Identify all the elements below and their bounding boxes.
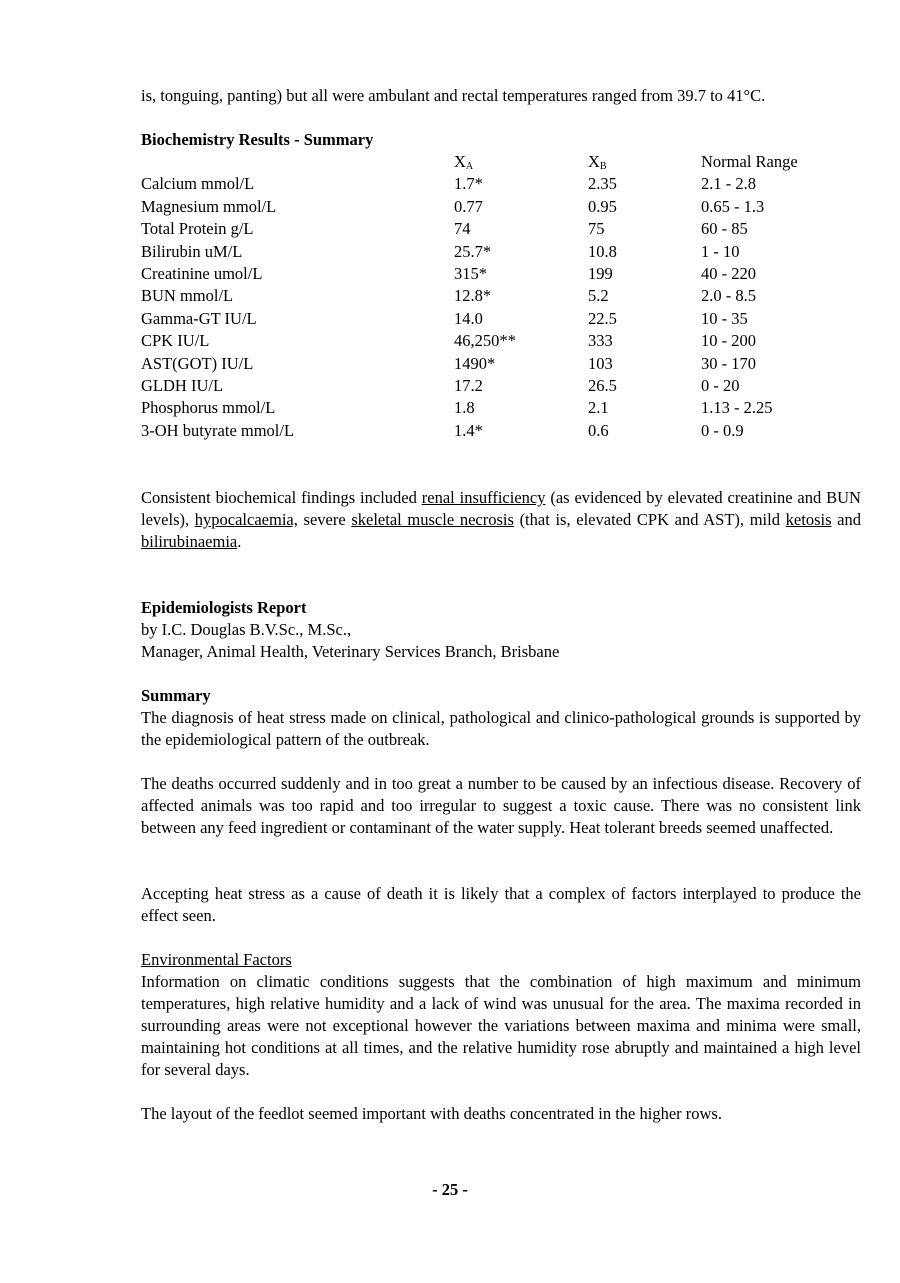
- page-number: - 25 -: [432, 1180, 468, 1199]
- parameter-cell: AST(GOT) IU/L: [141, 353, 254, 373]
- normal-range-cell: 10 - 35: [701, 308, 748, 328]
- xa-value-cell: 1490*: [454, 353, 496, 373]
- intro-line: is, tonguing, panting) but all were ambulant and rectal temperatures ranged from 39.7 to 41°C.: [141, 86, 766, 105]
- bilirubinaemia-term: bilirubinaemia: [141, 532, 238, 551]
- xa-value-cell: 315*: [454, 263, 487, 283]
- table-header-row: [141, 151, 861, 173]
- xa-value-cell: 12.8*: [454, 286, 492, 306]
- xb-value-cell: 5.2: [588, 286, 609, 306]
- hypocalcaemia-term: hypocalcaemia,: [194, 510, 298, 529]
- table-row: [141, 241, 861, 263]
- report-title: Epidemiologists Report: [141, 598, 307, 617]
- xa-value-cell: 46,250**: [454, 331, 516, 351]
- summary-paragraph-2: The deaths occurred suddenly and in too great a number to be caused by an infectious disease. Recovery of affected animals was too rapid and too irregular to suggest a toxic cause. There was no consistent link between any feed ingredient or contaminant of the water supply. Heat tolerant breeds seemed unaffected.: [141, 774, 861, 837]
- normal-range-cell: 40 - 220: [701, 263, 756, 283]
- table-row: [141, 308, 861, 330]
- normal-range-cell: 1.13 - 2.25: [701, 398, 773, 418]
- table-row: [141, 218, 861, 240]
- parameter-header: [141, 151, 454, 173]
- skeletal-muscle-necrosis-term: skeletal muscle necrosis: [351, 510, 514, 529]
- table-row: [141, 420, 861, 442]
- parameter-cell: Phosphorus mmol/L: [141, 398, 276, 418]
- environmental-paragraph-2: The layout of the feedlot seemed important with deaths concentrated in the higher rows.: [141, 1104, 722, 1123]
- biochemistry-table: [141, 151, 861, 442]
- normal-range-cell: 2.1 - 2.8: [701, 174, 756, 194]
- xb-value-cell: 103: [588, 353, 613, 373]
- table-row: [141, 285, 861, 307]
- xa-value-cell: 25.7*: [454, 241, 492, 261]
- table-row: [141, 196, 861, 218]
- xa-column-header: $X_A$: [454, 152, 474, 172]
- environmental-heading: Environmental Factors: [141, 950, 292, 969]
- table-row: [141, 375, 861, 397]
- xa-value-cell: 14.0: [454, 308, 483, 328]
- parameter-cell: Calcium mmol/L: [141, 174, 255, 194]
- table-row: [141, 263, 861, 285]
- renal-insufficiency-term: renal insufficiency: [421, 488, 546, 507]
- table-row: [141, 353, 861, 375]
- xb-value-cell: 199: [588, 263, 613, 283]
- xb-value-cell: 75: [588, 219, 605, 239]
- xb-value-cell: 0.95: [588, 196, 617, 216]
- parameter-cell: Gamma-GT IU/L: [141, 308, 257, 328]
- parameter-cell: Bilirubin uM/L: [141, 241, 243, 261]
- xb-value-cell: 333: [588, 331, 613, 351]
- normal-range-cell: 0 - 20: [701, 375, 740, 395]
- xa-value-cell: 1.7*: [454, 174, 483, 194]
- summary-paragraph-3: Accepting heat stress as a cause of death it is likely that a complex of factors interplayed to produce the effect seen.: [141, 884, 861, 925]
- environmental-paragraph-1: Information on climatic conditions suggests that the combination of high maximum and minimum temperatures, high relative humidity and a lack of wind was unusual for the area. The maxima recorded in surrounding areas were not exceptional however the variations between maxima and minima were small, maintaining hot conditions at all times, and the relative humidity rose abruptly and maintained a high level for several days.: [141, 972, 861, 1079]
- xa-value-cell: 17.2: [454, 375, 483, 395]
- xb-value-cell: 2.35: [588, 174, 617, 194]
- normal-range-cell: 0 - 0.9: [701, 420, 744, 440]
- report-byline: by I.C. Douglas B.V.Sc., M.Sc.,: [141, 620, 352, 639]
- findings-paragraph: Consistent biochemical findings included renal insufficiency (as evidenced by elevated creatinine and BUN levels), hypocalcaemia, severe skeletal muscle necrosis (that is, elevated CPK and AST), mild ketosis and bilirubinaemia.: [141, 488, 861, 551]
- normal-range-header: Normal Range: [701, 152, 798, 171]
- xb-value-cell: 22.5: [588, 308, 617, 328]
- xb-value-cell: 10.8: [588, 241, 617, 261]
- xb-column-header: $X_B$: [588, 152, 607, 172]
- biochemistry-title: Biochemistry Results - Summary: [141, 130, 374, 149]
- xb-value-cell: 0.6: [588, 420, 609, 440]
- xb-value-cell: 26.5: [588, 375, 617, 395]
- parameter-cell: CPK IU/L: [141, 331, 210, 351]
- table-row: [141, 330, 861, 352]
- ketosis-term: ketosis: [785, 510, 832, 529]
- normal-range-cell: 2.0 - 8.5: [701, 286, 756, 306]
- parameter-cell: 3-OH butyrate mmol/L: [141, 420, 295, 440]
- xa-value-cell: 0.77: [454, 196, 483, 216]
- normal-range-cell: 60 - 85: [701, 219, 748, 239]
- summary-heading: Summary: [141, 686, 211, 705]
- report-affiliation: Manager, Animal Health, Veterinary Services Branch, Brisbane: [141, 642, 560, 661]
- xb-value-cell: 2.1: [588, 398, 609, 418]
- normal-range-cell: 10 - 200: [701, 331, 756, 351]
- parameter-cell: GLDH IU/L: [141, 375, 224, 395]
- parameter-cell: Magnesium mmol/L: [141, 196, 277, 216]
- xa-value-cell: 74: [454, 219, 471, 239]
- summary-paragraph-1: The diagnosis of heat stress made on clinical, pathological and clinico-pathological grounds is supported by the epidemiological pattern of the outbreak.: [141, 708, 861, 749]
- parameter-cell: BUN mmol/L: [141, 286, 234, 306]
- table-row: [141, 397, 861, 419]
- parameter-cell: Creatinine umol/L: [141, 263, 263, 283]
- table-row: [141, 173, 861, 195]
- xa-value-cell: 1.4*: [454, 420, 483, 440]
- xa-value-cell: 1.8: [454, 398, 475, 418]
- normal-range-cell: 0.65 - 1.3: [701, 196, 765, 216]
- normal-range-cell: 30 - 170: [701, 353, 756, 373]
- normal-range-cell: 1 - 10: [701, 241, 740, 261]
- parameter-cell: Total Protein g/L: [141, 219, 254, 239]
